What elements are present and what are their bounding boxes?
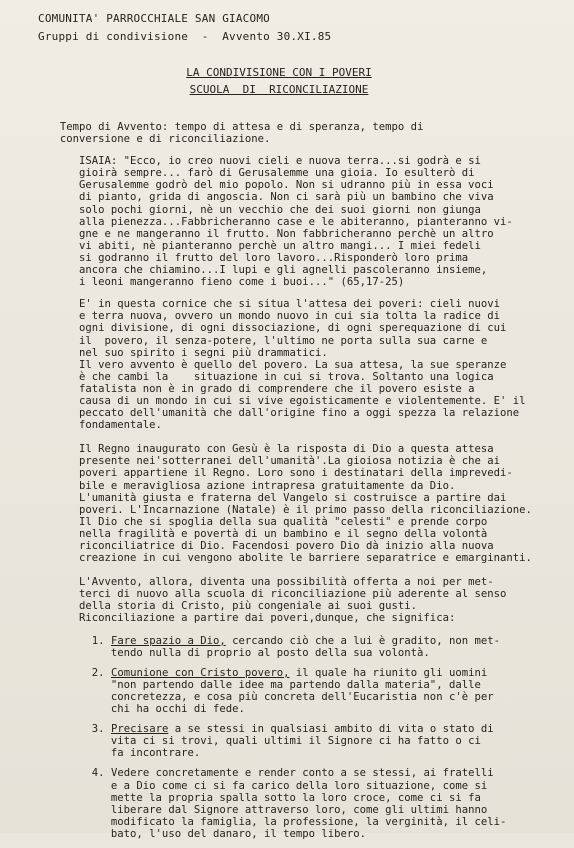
document-body xyxy=(28,121,560,848)
text-line: fatalista non è in grado di comprendere che il povero esiste a xyxy=(28,382,475,395)
list-item-line xyxy=(28,735,560,747)
list-item-text: il quale ha riunito gli uomini xyxy=(289,666,488,679)
text-line: poveri appartiene il Regno. Loro sono i destinatari della imprevedi- xyxy=(28,467,513,480)
list-item-text: mette la propria spalla sotto la loro croce, come ci si fa xyxy=(28,791,481,804)
list-item-line xyxy=(28,804,560,816)
isaia-quote xyxy=(28,155,560,288)
list-item xyxy=(28,767,560,840)
list-item-number: 1. xyxy=(91,634,105,647)
paragraph-regno xyxy=(28,443,560,564)
list-item-text: e a Dio come ci si fa carico della loro situazione, come si xyxy=(28,779,488,792)
text-line: gne e ne mangeranno il frutto. Non fabbricheranno perchè un altro xyxy=(28,227,494,240)
text-line: conversione e di riconciliazione. xyxy=(28,133,271,146)
text-line: vi abiti, nè pianteranno perchè un altro mangi... I miei fedeli xyxy=(28,239,481,252)
paragraph-attesa-poveri xyxy=(28,298,560,431)
list-item-heading: Comunione con Cristo povero, xyxy=(110,666,290,679)
text-line: peccato dell'umanità che dall'origine fino a oggi spezza la relazione xyxy=(28,407,520,420)
text-line: Il vero avvento è quello del povero. La sua attesa, la sue speranze xyxy=(28,358,507,371)
text-line: E' in questa cornice che si situa l'attesa dei poveri: cieli nuovi xyxy=(28,298,500,311)
list-item-line xyxy=(28,647,560,659)
list-item xyxy=(28,667,560,715)
list-item-line xyxy=(28,828,560,840)
list-item-line xyxy=(28,703,560,715)
list-item-text: "non partendo dalle idee ma partendo dalla materia", dalle xyxy=(28,678,481,691)
list-item-line xyxy=(28,723,560,735)
list-item-line xyxy=(28,747,560,759)
text-line: di pianto, grida di angoscia. Non ci sarà più un bambino che viva xyxy=(28,191,494,204)
title-line-2: SCUOLA DI RICONCILIAZIONE xyxy=(189,83,369,96)
list-item-text: fa incontrare. xyxy=(28,747,201,760)
list-item-text: Vedere concretamente e render conto a se stessi, ai fratelli xyxy=(110,767,494,780)
text-line: nella fragilità e povertà di un bambino e il segno della volontà xyxy=(28,527,488,540)
text-line: Riconciliazione a partire dai poveri,dunque, che significa: xyxy=(28,612,456,625)
text-line: si godranno il frutto del loro lavoro...Risponderò loro prima xyxy=(28,251,469,264)
text-line: ancora che chiamino...I lupi e gli agnelli pascoleranno insieme, xyxy=(28,264,488,277)
text-line: riconciliatrice di Dio. Facendosi povero Dio dà inizio alla nuova xyxy=(28,540,494,552)
list-item-text: tendo nulla di proprio al posto della sua volontà. xyxy=(28,646,430,659)
text-line: creazione in cui vengono abolite le barriere separatrice e emarginanti. xyxy=(28,552,532,565)
list-item xyxy=(28,723,560,759)
text-line: fondamentale. xyxy=(28,419,162,432)
list-item-text: cercando ciò che a lui è gradito, non met- xyxy=(225,634,501,647)
text-line: terci di nuovo alla scuola di riconciliazione più aderente al senso xyxy=(28,588,507,601)
text-line: L'Avvento, allora, diventa una possibilità offerta a noi per met- xyxy=(28,576,494,589)
list-item-line xyxy=(28,792,560,804)
text-line: Tempo di Avvento: tempo di attesa e di speranza, tempo di xyxy=(28,121,424,133)
text-line: L'umanità giusta e fraterna del Vangelo si costruisce a partire dai xyxy=(28,491,507,504)
text-line: il povero, il senza-potere, l'ultimo ne porta sulla sua carne e xyxy=(28,334,488,347)
list-item-text: concretezza, e cosa più concreta dell'Eucaristia non c'è per xyxy=(28,690,494,703)
text-line: nel suo spirito i segni più drammatici. xyxy=(28,346,328,359)
text-line: ISAIA: "Ecco, io creo nuovi cieli e nuova terra...si godrà e si xyxy=(28,155,481,168)
text-line: Il Dio che si spoglia della sua qualità "celesti" e prende corpo xyxy=(28,515,488,528)
text-line: poveri. L'Incarnazione (Natale) è il primo passo della riconciliazione. xyxy=(28,503,532,516)
list-item-line xyxy=(28,679,560,691)
list-item-number: 2. xyxy=(91,666,105,679)
text-line: alla pienezza...Fabbricheranno case e le abiteranno, pianteranno vi- xyxy=(28,215,513,228)
list-item-text: chi ha occhi di fede. xyxy=(28,703,245,716)
text-line: i leoni mangeranno fieno come i buoi..." (65,17-25) xyxy=(28,276,405,289)
list-item-number: 4. xyxy=(91,767,105,780)
list-item-line xyxy=(28,691,560,703)
text-line: Gerusalemme godrò del mio popolo. Non si udranno più in essa voci xyxy=(28,179,494,192)
list-item-line xyxy=(28,667,560,679)
list-item-text: vita ci si trovi, quali ultimi il Signore ci ha fatto o ci xyxy=(28,735,481,748)
list-item-heading: Precisare xyxy=(110,723,169,736)
intro-paragraph xyxy=(28,121,560,145)
text-line: Il Regno inaugurato con Gesù è la risposta di Dio a questa attesa xyxy=(28,443,494,456)
text-line: bile e meravigliosa azione intrapresa gratuitamente da Dio. xyxy=(28,479,456,492)
text-line: causa di un mondo in cui si vive egoisticamente e violentemente. E' il xyxy=(28,394,526,407)
text-line: ogni divisione, di ogni dissociazione, di ogni sperequazione di cui xyxy=(28,322,507,335)
paragraph-avvento xyxy=(28,576,560,624)
list-item-text: bato, l'uso del danaro, il tempo libero. xyxy=(28,827,367,840)
list-item-heading: Fare spazio a Dio, xyxy=(110,634,226,647)
document-title xyxy=(168,64,390,100)
organization-name: COMUNITA' PARROCCHIALE SAN GIACOMO xyxy=(38,12,270,25)
list-item-number: 3. xyxy=(91,723,105,736)
list-item-text: liberare dal Signore attraverso loro, come gli ultimi hanno xyxy=(28,803,488,816)
text-line: gioirà sempre... farò di Gerusalemme una gioia. Io esulterò di xyxy=(28,167,475,180)
list-item-text: modificato la famiglia, la professione, la verginità, il celi- xyxy=(28,815,507,828)
numbered-list xyxy=(28,635,560,840)
list-item-line xyxy=(28,780,560,792)
list-item-line xyxy=(28,816,560,828)
list-item-line xyxy=(28,635,560,647)
title-line-1: LA CONDIVISIONE CON I POVERI xyxy=(186,66,372,79)
list-item-line xyxy=(28,767,560,779)
text-line: è che cambi la situazione in cui si trova. Soltanto una logica xyxy=(28,370,494,383)
document-subtitle: Gruppi di condivisione - Avvento 30.XI.85 xyxy=(38,30,332,43)
list-item-text: a se stessi in qualsiasi ambito di vita o stato di xyxy=(168,723,494,736)
text-line: solo pochi giorni, nè un vecchio che dei suoi giorni non giunga xyxy=(28,203,481,216)
text-line: presente nei'sotterranei dell'umanità'.La gioiosa notizia è che ai xyxy=(28,455,500,468)
text-line: e terra nuova, ovvero un mondo nuovo in cui sia tolta la radice di xyxy=(28,310,500,323)
list-item xyxy=(28,635,560,659)
document-header xyxy=(38,10,558,46)
text-line: della storia di Cristo, più congeniale ai suoi gusti. xyxy=(28,600,418,613)
